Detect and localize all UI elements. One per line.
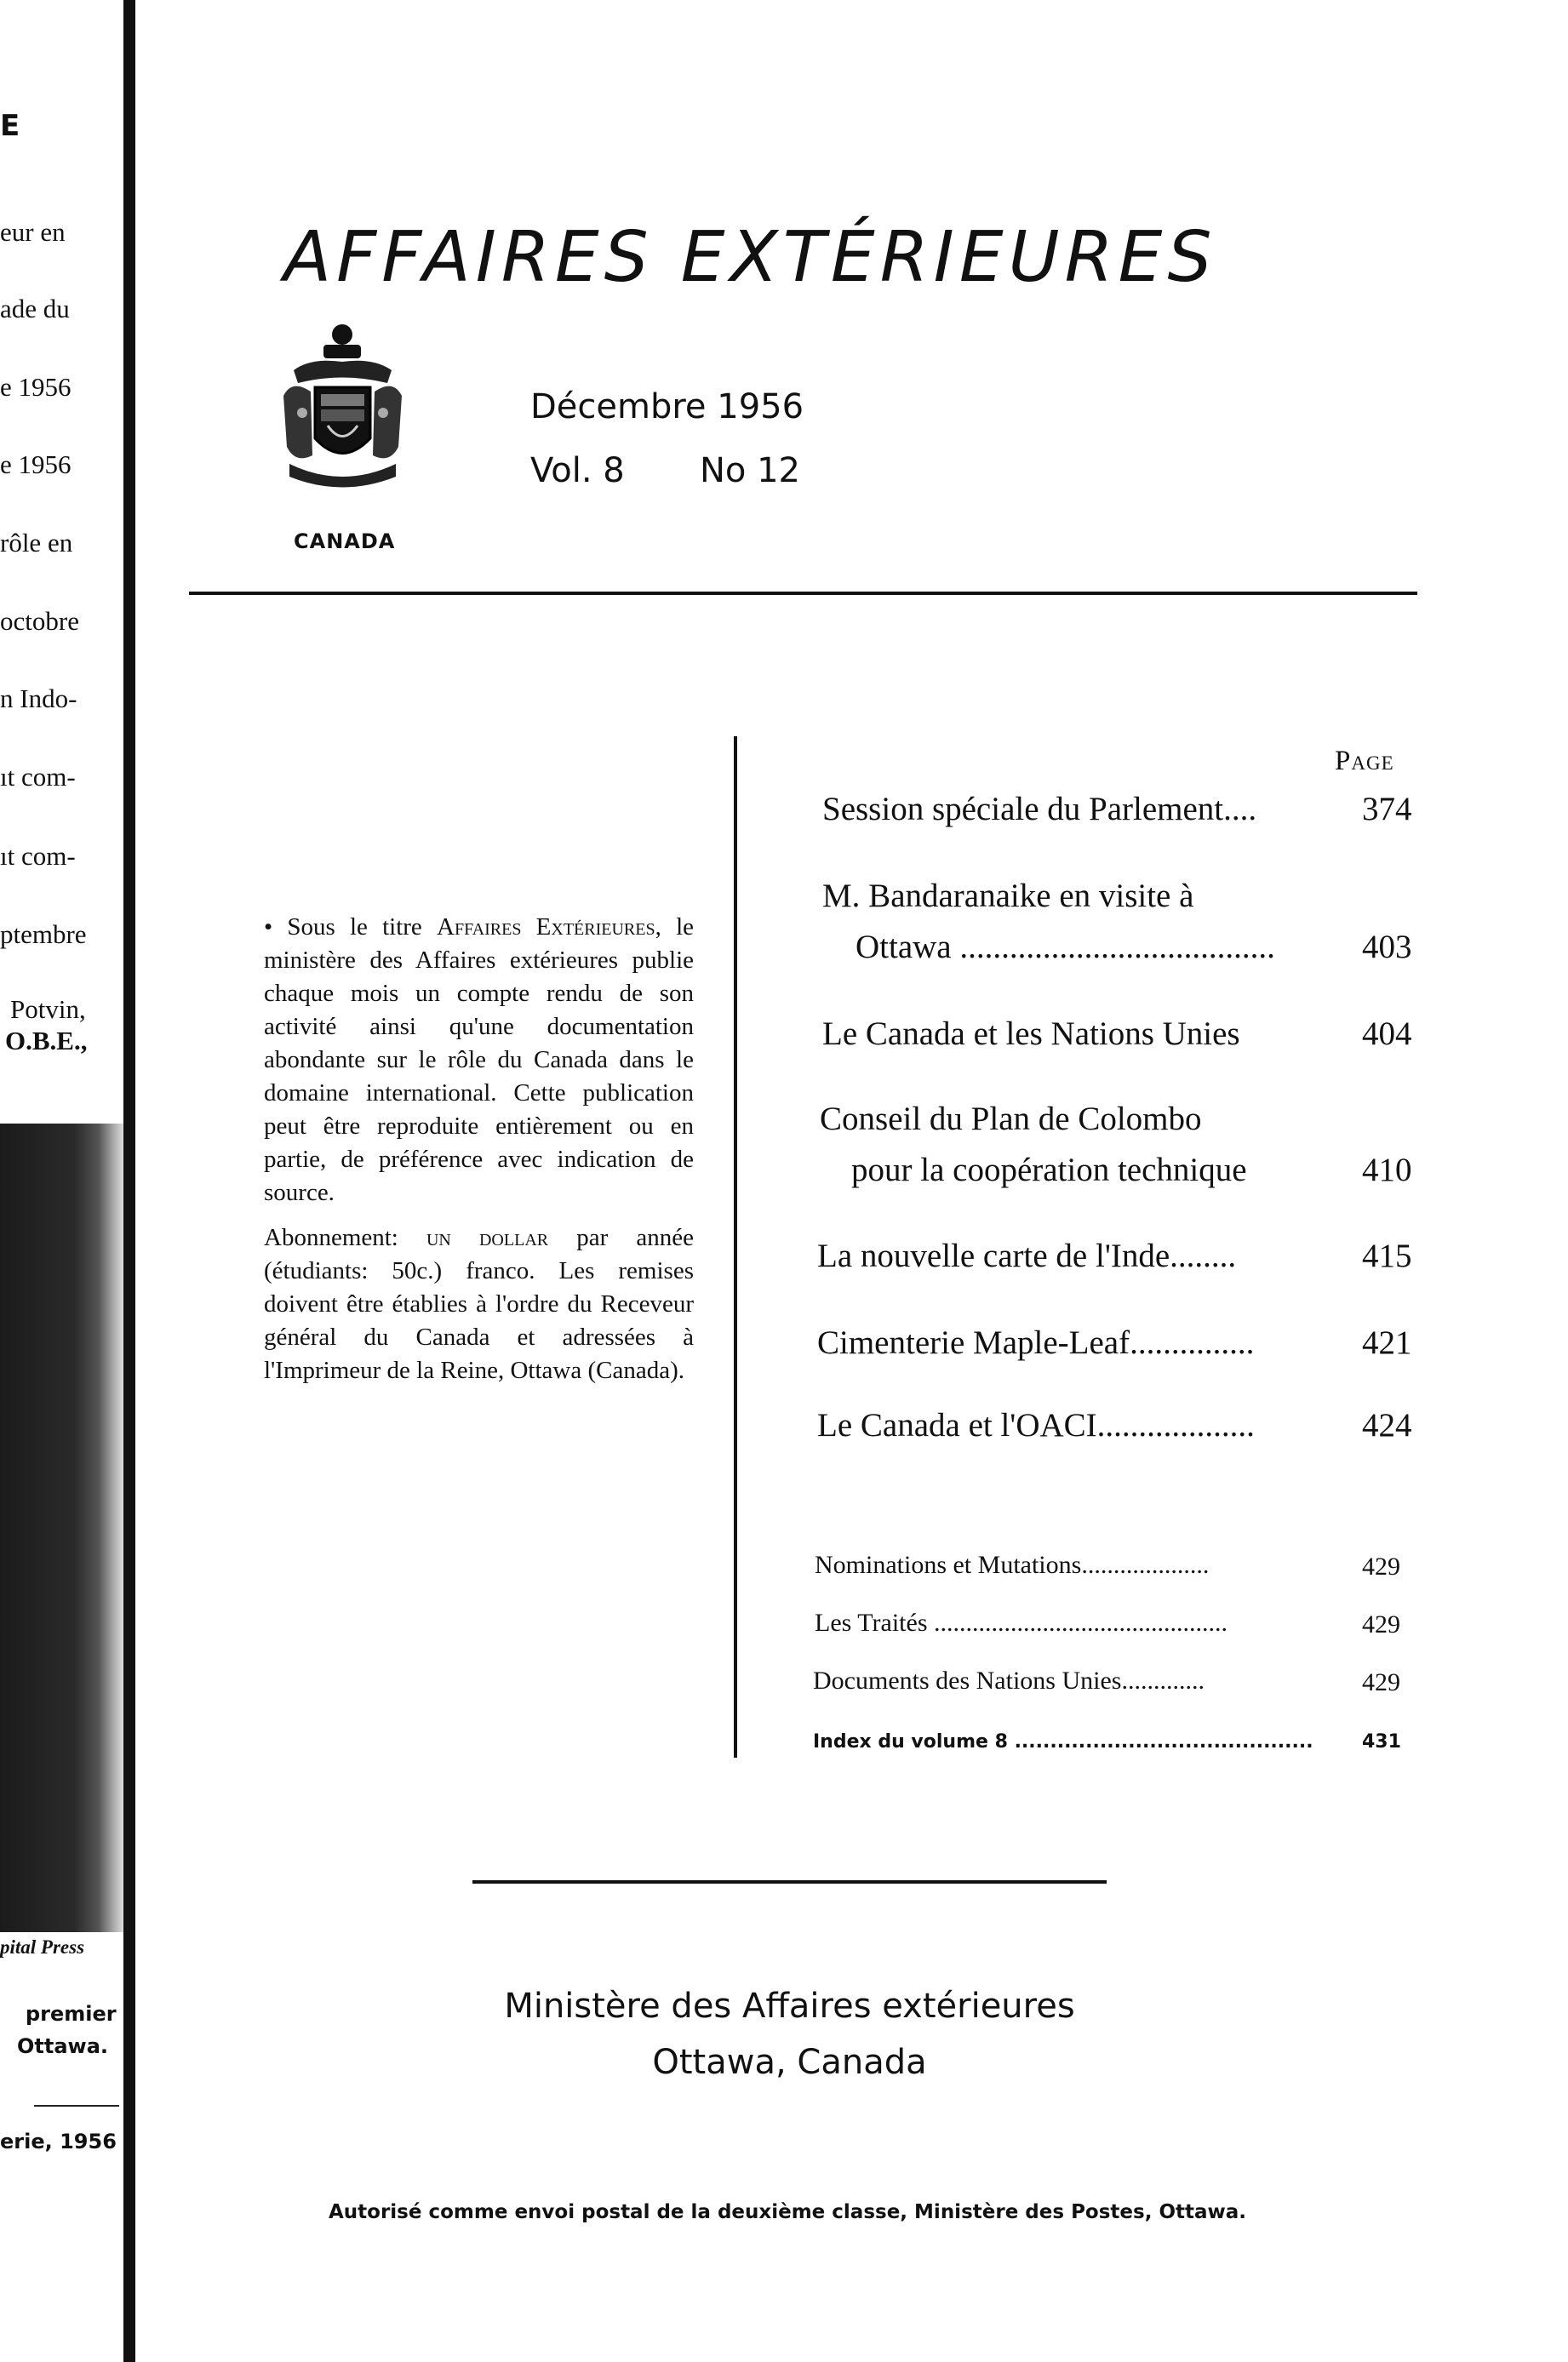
toc-entry-title-cont: Ottawa ...................................... [856,929,1275,965]
ministry-city: Ottawa, Canada [652,2043,927,2082]
toc-entry-title: Cimenterie Maple-Leaf............... [817,1324,1255,1361]
toc-entry-page: 374 [1362,791,1412,827]
strip-line: e 1956 [0,449,72,479]
intro-body: , le ministère des Affaires extérieures publie chaque mois un compte rendu de son activité ainsi qu'une documentation abondante sur le rôle du Canada dans le domaine international. Cette publication peut être reproduite entièrement ou en partie, de préférence avec indication de source. [264,913,695,1206]
issue-date: Décembre 1956 [530,387,804,426]
strip-line: ıt com- [0,762,76,792]
toc-entry-page: 424 [1362,1407,1412,1444]
photo-fragment [0,1124,123,1932]
strip-divider [34,2105,119,2107]
strip-line: rôle en [0,528,73,558]
strip-line: e 1956 [0,372,72,402]
toc-minor-title: Les Traités .............................................. [815,1609,1228,1637]
toc-entry-page: 415 [1362,1238,1412,1274]
strip-line: ade du [0,294,70,323]
publication-name: Affaires Extérieures [437,913,655,941]
ministry-name: Ministère des Affaires extérieures [504,1987,1075,2026]
strip-line: octobre [0,606,79,636]
intro-lead: • Sous le titre [264,913,437,941]
postal-note: Autorisé comme envoi postal de la deuxième classe, Ministère des Postes, Ottawa. [328,2201,1247,2223]
intro-text [264,911,694,1399]
previous-page-strip [0,0,136,2362]
coat-of-arms-icon [277,319,409,498]
strip-line: O.B.E., [5,1026,88,1055]
column-divider [734,736,737,1758]
toc-entry-title: La nouvelle carte de l'Inde........ [817,1238,1237,1274]
strip-line: ıt com- [0,841,76,871]
toc-entry-page: 421 [1362,1324,1412,1361]
page-column-heading: Page [1335,746,1394,776]
subscription-price: un dollar [426,1224,549,1251]
issue-number: No 12 [700,451,801,490]
toc-index-title: Index du volume 8 .......................................... [813,1731,1313,1753]
strip-line: n Indo- [0,683,77,713]
intro-paragraph [264,911,694,1210]
toc-entry-title: Le Canada et l'OACI................... [817,1407,1255,1444]
strip-line: eur en [0,217,66,247]
toc-entry-title-cont: pour la coopération technique [851,1152,1247,1188]
strip-line: ptembre [0,919,87,949]
toc-index-page: 431 [1362,1731,1401,1753]
toc-entry-title: Session spéciale du Parlement.... [822,791,1257,827]
masthead-title: AFFAIRES EXTÉRIEURES [283,217,1217,298]
toc-minor-page: 429 [1362,1668,1400,1696]
subscription-paragraph [264,1221,694,1387]
country-label: CANADA [294,529,396,553]
toc-entry-title: Le Canada et les Nations Unies [822,1015,1240,1052]
subscription-body: par année (étudiants: 50c.) franco. Les remises doivent être établies à l'ordre du Receveur général du Canada et adressées à l'Imprimeur de la Reine, Ottawa (Canada). [264,1224,694,1384]
strip-letter: E [0,109,20,143]
strip-caption: Ottawa. [17,2034,109,2058]
strip-caption: premier [26,2002,117,2026]
subscription-lead: Abonnement: [264,1224,426,1251]
toc-minor-title: Nominations et Mutations.................... [815,1551,1210,1579]
toc-minor-title: Documents des Nations Unies............. [813,1667,1205,1695]
toc-minor-page: 429 [1362,1553,1400,1581]
strip-caption: erie, 1956 [0,2130,117,2153]
page-gutter-bar [123,0,135,2362]
header-divider [189,592,1417,595]
toc-entry-title: Conseil du Plan de Colombo [820,1101,1202,1137]
toc-entry-page: 403 [1362,929,1412,965]
toc-entry-title: M. Bandaranaike en visite à [822,878,1194,914]
strip-line: Potvin, [10,994,86,1024]
issue-volume: Vol. 8 [530,451,625,490]
toc-minor-page: 429 [1362,1610,1400,1639]
photo-credit: pital Press [0,1936,85,1958]
toc-entry-page: 404 [1362,1015,1412,1052]
footer-divider [472,1880,1107,1884]
toc-entry-page: 410 [1362,1152,1412,1188]
